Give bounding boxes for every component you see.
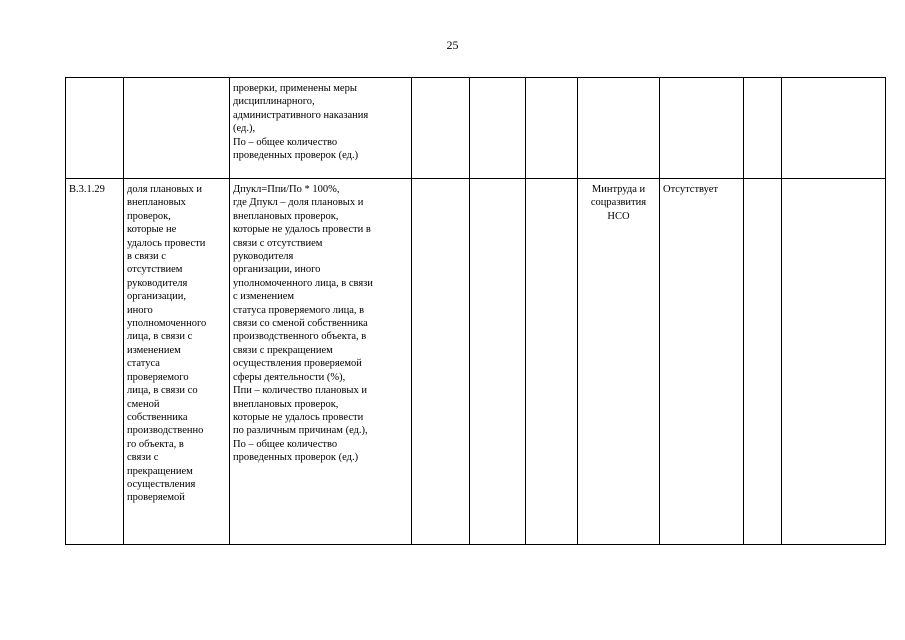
name-line: изменением: [127, 344, 181, 356]
status-cell: Отсутствует: [660, 179, 744, 545]
name-line: в связи с: [127, 251, 166, 263]
formula-line: проведенных проверок (ед.): [233, 150, 359, 162]
responsible-cell: [578, 179, 660, 545]
name-line: сменой: [127, 398, 160, 410]
formula-line: которые не удалось провести: [233, 411, 364, 423]
empty-cell: [782, 78, 886, 179]
empty-cell: [526, 78, 578, 179]
formula-line: осуществления проверяемой: [233, 358, 362, 370]
name-line: отсутствием: [127, 264, 183, 276]
formula-line: проведенных проверок (ед.): [233, 452, 359, 464]
name-line: го объекта, в: [127, 438, 184, 450]
name-line: организации,: [127, 291, 186, 303]
name-line: удалось провести: [127, 237, 206, 249]
formula-line: связи со сменой собственника: [233, 318, 368, 330]
formula-line: (ед.),: [233, 123, 256, 135]
name-line: руководителя: [127, 277, 188, 289]
formula-line: административного наказания: [233, 109, 369, 121]
indicator-table: [65, 77, 886, 545]
formula-line: проверки, применены меры: [233, 83, 357, 94]
indicator-formula-cell: [230, 78, 412, 179]
name-line: уполномоченного: [127, 318, 207, 330]
formula-line: Дпукл=Ппи/По * 100%,: [233, 184, 340, 195]
page-number: 25: [446, 38, 459, 52]
formula-line: связи с прекращением: [233, 344, 333, 356]
empty-cell: [782, 179, 886, 545]
name-line: связи с: [127, 452, 159, 464]
name-line: проверок,: [127, 210, 171, 222]
status-cell: [660, 78, 744, 179]
name-line: статуса: [127, 358, 160, 370]
formula-line: с изменением: [233, 291, 295, 303]
name-line: осуществления: [127, 478, 196, 490]
table-row: [66, 78, 886, 179]
name-line: прекращением: [127, 465, 193, 477]
name-line: проверяемого: [127, 371, 189, 383]
name-line: внеплановых: [127, 197, 186, 209]
empty-cell: [412, 78, 470, 179]
empty-cell: [412, 179, 470, 545]
name-line: доля плановых и: [127, 184, 203, 195]
formula-line: связи с отсутствием: [233, 237, 323, 249]
formula-line: внеплановых проверок,: [233, 210, 339, 222]
formula-line: Ппи – количество плановых и: [233, 385, 367, 397]
indicator-name-cell: [124, 179, 230, 545]
responsible-line: НСО: [607, 210, 630, 222]
formula-line: По – общее количество: [233, 438, 338, 450]
name-line: проверяемой: [127, 492, 185, 504]
name-line: иного: [127, 304, 153, 316]
responsible-cell: [578, 78, 660, 179]
formula-line: руководителя: [233, 251, 294, 263]
name-line: лица, в связи со: [127, 385, 198, 397]
empty-cell: [744, 78, 782, 179]
formula-line: По – общее количество: [233, 136, 338, 148]
formula-line: производственного объекта, в: [233, 331, 367, 343]
name-line: производственно: [127, 425, 204, 437]
formula-line: организации, иного: [233, 264, 321, 276]
formula-line: по различным причинам (ед.),: [233, 425, 368, 437]
indicator-code-cell: В.3.1.29: [66, 179, 124, 545]
formula-line: внеплановых проверок,: [233, 398, 339, 410]
indicator-code-cell: [66, 78, 124, 179]
formula-line: где Дпукл – доля плановых и: [233, 197, 364, 209]
name-line: лица, в связи с: [127, 331, 193, 343]
empty-cell: [526, 179, 578, 545]
table-row: [66, 179, 886, 545]
indicator-formula-cell: [230, 179, 412, 545]
formula-line: дисциплинарного,: [233, 96, 315, 108]
name-line: которые не: [127, 224, 177, 236]
formula-line: уполномоченного лица, в связи: [233, 277, 373, 289]
responsible-line: Минтруда и: [591, 184, 646, 195]
empty-cell: [470, 78, 526, 179]
name-line: собственника: [127, 411, 188, 423]
responsible-line: соцразвития: [590, 197, 647, 209]
formula-line: статуса проверяемого лица, в: [233, 304, 365, 316]
formula-line: сферы деятельности (%),: [233, 371, 346, 383]
indicator-name-cell: [124, 78, 230, 179]
empty-cell: [470, 179, 526, 545]
empty-cell: [744, 179, 782, 545]
formula-line: которые не удалось провести в: [233, 224, 371, 236]
